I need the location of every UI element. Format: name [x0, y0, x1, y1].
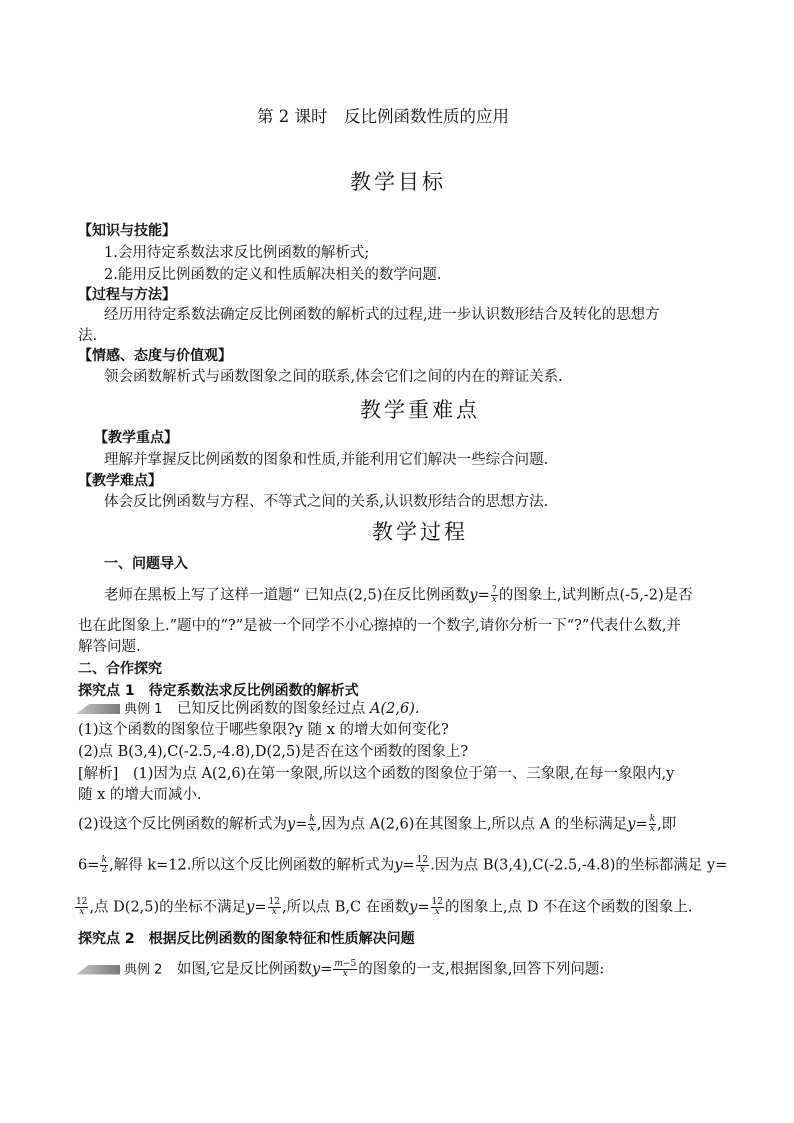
heading-knowledge: 【知识与技能】	[78, 223, 176, 239]
answer-1-line-1: [解析] (1)因为点 A(2,6)在第一象限,所以这个函数的图象位于第一、三象限,在每一象限内,y	[78, 766, 675, 782]
example-2-line: 典例 2 如图,它是反比例函数y= $\frac{m-5}{x}$ 的图象的一支,根据图象,回答下列问题:	[76, 960, 604, 979]
section-heading-process: 教学过程	[372, 520, 468, 544]
intro-line-1b: 的图象上,试判断点(-5,-2)是否	[498, 587, 693, 604]
answer-2-line-3: $\frac{12}{x}$ ,点 D(2,5)的坐标不满足y= $\frac{12}{x}$ ,所以点 B,C 在函数y= $\frac{12}{x}$ 的图象上,点 D 不在这个函数的图象上.	[76, 897, 693, 917]
answer-1-line-2: 随 x 的增大而减小.	[78, 787, 202, 803]
answer-2-line-2b: ,解得 k=12.所以这个反比例函数的解析式为	[109, 857, 395, 874]
heading-attitude: 【情感、态度与价值观】	[78, 348, 232, 364]
intro-line-3: 解答问题.	[78, 639, 141, 655]
example-2-text-b: 的图象的一支,根据图象,回答下列问题:	[358, 961, 605, 978]
question-2: (2)点 B(3,4),C(-2.5,-4.8),D(2,5)是否在这个函数的图象上?	[78, 744, 469, 760]
answer-2-line-3b: ,所以点 B,C 在函数	[281, 899, 410, 916]
difficulty-text: 体会反比例函数与方程、不等式之间的关系,认识数形结合的思想方法.	[104, 494, 549, 510]
goal-item-2: 2.能用反比例函数的定义和性质解决相关的数学问题.	[104, 267, 442, 283]
answer-2-line-3a: ,点 D(2,5)的坐标不满足	[89, 899, 247, 916]
answer-2-line-1c: ,即	[657, 816, 677, 833]
example-tag-icon	[76, 704, 120, 714]
answer-2-line-3c: 的图象上,点 D 不在这个函数的图象上.	[444, 899, 693, 916]
example-2-text-a: 如图,它是反比例函数	[176, 961, 313, 978]
fraction-12-over-x-2: $\frac{12}{x}$	[76, 897, 88, 917]
intro-line-2: 也在此图象上.”题中的“?”是被一个同学不小心擦掉的一个数字,请你分析一下“?”代表什么数,并	[78, 618, 681, 634]
heading-explore-1: 探究点 1 待定系数法求反比例函数的解析式	[78, 683, 359, 699]
example-1-label: 典例 1	[124, 702, 163, 717]
heading-explore-2: 探究点 2 根据反比例函数的图象特征和性质解决问题	[78, 931, 415, 947]
fraction-12-over-x-4: $\frac{12}{x}$	[431, 897, 443, 917]
answer-2-line-2c: .因为点 B(3,4),C(-2.5,-4.8)的坐标都满足 y=	[430, 857, 728, 874]
section-heading-key: 教学重难点	[360, 398, 480, 422]
example-1-line	[76, 702, 419, 717]
fraction-m-5-over-x: $\frac{m-5}{x}$	[334, 959, 357, 979]
process-method-text-2: 法.	[78, 328, 98, 344]
fraction-k-over-x-2: $\frac{k}{x}$	[649, 814, 656, 834]
heading-key-point: 【教学重点】	[94, 430, 178, 446]
heading-difficulty: 【教学难点】	[78, 473, 162, 489]
heading-cooperation: 二、合作探究	[78, 661, 162, 677]
example-1-point: A(2,6).	[370, 701, 420, 717]
goal-item-1: 1.会用待定系数法求反比例函数的解析式;	[104, 245, 370, 261]
fraction-q-over-x: $\frac{?}{x}$	[491, 585, 497, 605]
answer-2-line-1: (2)设这个反比例函数的解析式为y= $\frac{k}{x}$ ,因为点 A(2,6)在其图象上,所以点 A 的坐标满足y= $\frac{k}{x}$ ,即	[78, 814, 677, 834]
fraction-k-over-2: $\frac{k}{2}$	[101, 855, 108, 875]
answer-2-line-2: 6= $\frac{k}{2}$ ,解得 k=12.所以这个反比例函数的解析式为y= $\frac{12}{x}$ .因为点 B(3,4),C(-2.5,-4.8)的坐标都满足 y=	[78, 855, 728, 875]
intro-line-1: 老师在黑板上写了这样一道题“ 已知点(2,5)在反比例函数y= $\frac{?}{x}$ 的图象上,试判断点(-5,-2)是否	[104, 585, 693, 605]
question-1: (1)这个函数的图象位于哪些象限?y 随 x 的增大如何变化?	[78, 722, 449, 738]
answer-2-line-1b: ,因为点 A(2,6)在其图象上,所以点 A 的坐标满足	[316, 816, 628, 833]
fraction-k-over-x: $\frac{k}{x}$	[309, 814, 315, 834]
section-heading-goals: 教学目标	[350, 170, 446, 194]
answer-2-line-1a: (2)设这个反比例函数的解析式为	[78, 816, 288, 833]
fraction-12-over-x: $\frac{12}{x}$	[416, 855, 429, 875]
example-tag-icon-2	[76, 965, 120, 975]
process-method-text-1: 经历用待定系数法确定反比例函数的解析式的过程,进一步认识数形结合及转化的思想方	[104, 307, 660, 323]
example-1-text: 已知反比例函数的图象经过点	[176, 701, 366, 717]
intro-line-1a: 老师在黑板上写了这样一道题“ 已知点(2,5)在反比例函数	[104, 587, 470, 604]
attitude-text: 领会函数解析式与函数图象之间的联系,体会它们之间的内在的辩证关系.	[104, 369, 563, 385]
answer-2-line-2a: 6=	[78, 857, 100, 874]
key-point-text: 理解并掌握反比例函数的图象和性质,并能利用它们解决一些综合问题.	[104, 452, 549, 468]
page-title: 第 2 课时 反比例函数性质的应用	[257, 107, 509, 126]
fraction-12-over-x-3: $\frac{12}{x}$	[268, 897, 280, 917]
heading-intro: 一、问题导入	[104, 556, 188, 572]
heading-process-method: 【过程与方法】	[78, 287, 176, 303]
example-2-label: 典例 2	[124, 962, 163, 978]
